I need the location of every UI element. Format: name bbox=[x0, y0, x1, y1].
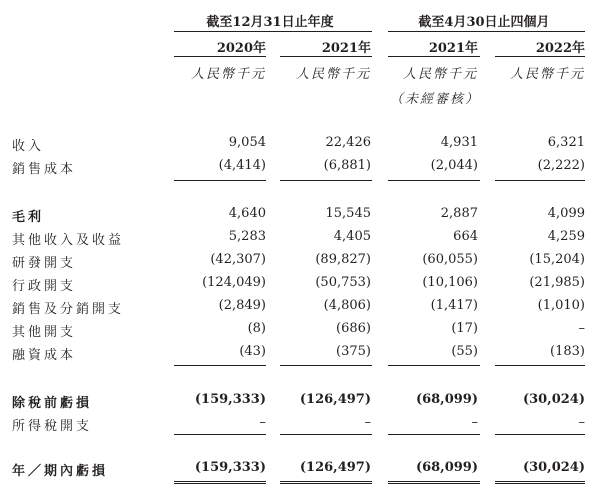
subtotal-rule bbox=[495, 365, 585, 366]
period-header-year-end: 截至12月31日止年度 bbox=[206, 15, 334, 30]
row-label: 年／期內虧損 bbox=[12, 464, 109, 479]
cell-value: 4,259 bbox=[547, 229, 585, 244]
column-year-header: 2021年 bbox=[321, 41, 371, 56]
cell-value: 4,099 bbox=[547, 206, 585, 221]
total-double-rule bbox=[174, 481, 266, 484]
period-header-underline bbox=[388, 31, 585, 32]
cell-value: 664 bbox=[453, 229, 478, 244]
row-label: 銷售成本 bbox=[12, 162, 77, 177]
row-label: 融資成本 bbox=[12, 348, 77, 363]
cell-value: 4,931 bbox=[440, 135, 478, 150]
column-header-underline bbox=[495, 56, 585, 57]
cell-value: (10,106) bbox=[422, 275, 478, 290]
row-label: 收入 bbox=[12, 139, 45, 154]
cell-value: (375) bbox=[336, 344, 371, 359]
subtotal-rule bbox=[174, 180, 266, 181]
total-double-rule bbox=[280, 481, 372, 484]
column-header-underline bbox=[174, 56, 266, 57]
cell-value: (68,099) bbox=[415, 392, 478, 407]
cell-value: (2,044) bbox=[430, 158, 478, 173]
cell-value: (1,010) bbox=[537, 298, 585, 313]
cell-value: (2,849) bbox=[218, 298, 266, 313]
row-label: 其他收入及收益 bbox=[12, 233, 125, 248]
period-header-underline bbox=[174, 31, 372, 32]
column-header-underline bbox=[280, 56, 372, 57]
total-double-rule bbox=[495, 481, 585, 484]
cell-value: (8) bbox=[247, 321, 266, 336]
row-label: 行政開支 bbox=[12, 279, 77, 294]
subtotal-rule bbox=[388, 180, 480, 181]
row-label: 銷售及分銷開支 bbox=[12, 302, 125, 317]
row-label: 所得稅開支 bbox=[12, 419, 93, 434]
total-double-rule bbox=[388, 481, 480, 484]
cell-value: 9,054 bbox=[228, 135, 266, 150]
cell-value: (30,024) bbox=[522, 392, 585, 407]
subtotal-rule bbox=[280, 180, 372, 181]
cell-value: 5,283 bbox=[228, 229, 266, 244]
cell-value: (42,307) bbox=[210, 252, 266, 267]
cell-value: (2,222) bbox=[537, 158, 585, 173]
row-label: 除稅前虧損 bbox=[12, 396, 93, 411]
cell-value: 22,426 bbox=[325, 135, 371, 150]
column-year-header: 2021年 bbox=[428, 41, 478, 56]
column-year-header: 2020年 bbox=[216, 41, 266, 56]
column-unit: 人民幣千元 bbox=[402, 67, 478, 82]
column-unit: 人民幣千元 bbox=[295, 67, 371, 82]
column-unit: 人民幣千元 bbox=[190, 67, 266, 82]
cell-value: (89,827) bbox=[315, 252, 371, 267]
cell-value: (43) bbox=[239, 344, 266, 359]
cell-value: (159,333) bbox=[194, 392, 266, 407]
cell-value: (30,024) bbox=[522, 460, 585, 475]
subtotal-rule bbox=[388, 434, 480, 435]
cell-value: (68,099) bbox=[415, 460, 478, 475]
subtotal-rule bbox=[388, 365, 480, 366]
cell-value: 4,640 bbox=[228, 206, 266, 221]
subtotal-rule bbox=[280, 434, 372, 435]
row-label: 其他開支 bbox=[12, 325, 77, 340]
cell-value: – bbox=[259, 415, 266, 430]
cell-value: – bbox=[578, 321, 585, 336]
cell-value: 2,887 bbox=[440, 206, 478, 221]
column-header-underline bbox=[388, 56, 480, 57]
cell-value: – bbox=[471, 415, 478, 430]
cell-value: (17) bbox=[451, 321, 478, 336]
cell-value: – bbox=[578, 415, 585, 430]
cell-value: (55) bbox=[451, 344, 478, 359]
cell-value: (60,055) bbox=[422, 252, 478, 267]
cell-value: (6,881) bbox=[323, 158, 371, 173]
cell-value: (126,497) bbox=[299, 392, 371, 407]
cell-value: (21,985) bbox=[529, 275, 585, 290]
subtotal-rule bbox=[174, 365, 266, 366]
cell-value: (50,753) bbox=[315, 275, 371, 290]
cell-value: – bbox=[364, 415, 371, 430]
column-unit: 人民幣千元 bbox=[509, 67, 585, 82]
period-header-four-months: 截至4月30日止四個月 bbox=[418, 15, 550, 30]
cell-value: (4,414) bbox=[218, 158, 266, 173]
column-year-header: 2022年 bbox=[535, 41, 585, 56]
cell-value: 4,405 bbox=[333, 229, 371, 244]
cell-value: 15,545 bbox=[325, 206, 371, 221]
subtotal-rule bbox=[495, 180, 585, 181]
row-label: 研發開支 bbox=[12, 256, 77, 271]
cell-value: (4,806) bbox=[323, 298, 371, 313]
row-label: 毛利 bbox=[12, 210, 45, 225]
cell-value: (15,204) bbox=[529, 252, 585, 267]
unaudited-note: （未經審核） bbox=[389, 92, 480, 107]
cell-value: (126,497) bbox=[299, 460, 371, 475]
subtotal-rule bbox=[280, 365, 372, 366]
cell-value: (124,049) bbox=[202, 275, 266, 290]
subtotal-rule bbox=[174, 434, 266, 435]
subtotal-rule bbox=[495, 434, 585, 435]
cell-value: (159,333) bbox=[194, 460, 266, 475]
cell-value: 6,321 bbox=[547, 135, 585, 150]
cell-value: (686) bbox=[336, 321, 371, 336]
cell-value: (1,417) bbox=[430, 298, 478, 313]
cell-value: (183) bbox=[550, 344, 585, 359]
